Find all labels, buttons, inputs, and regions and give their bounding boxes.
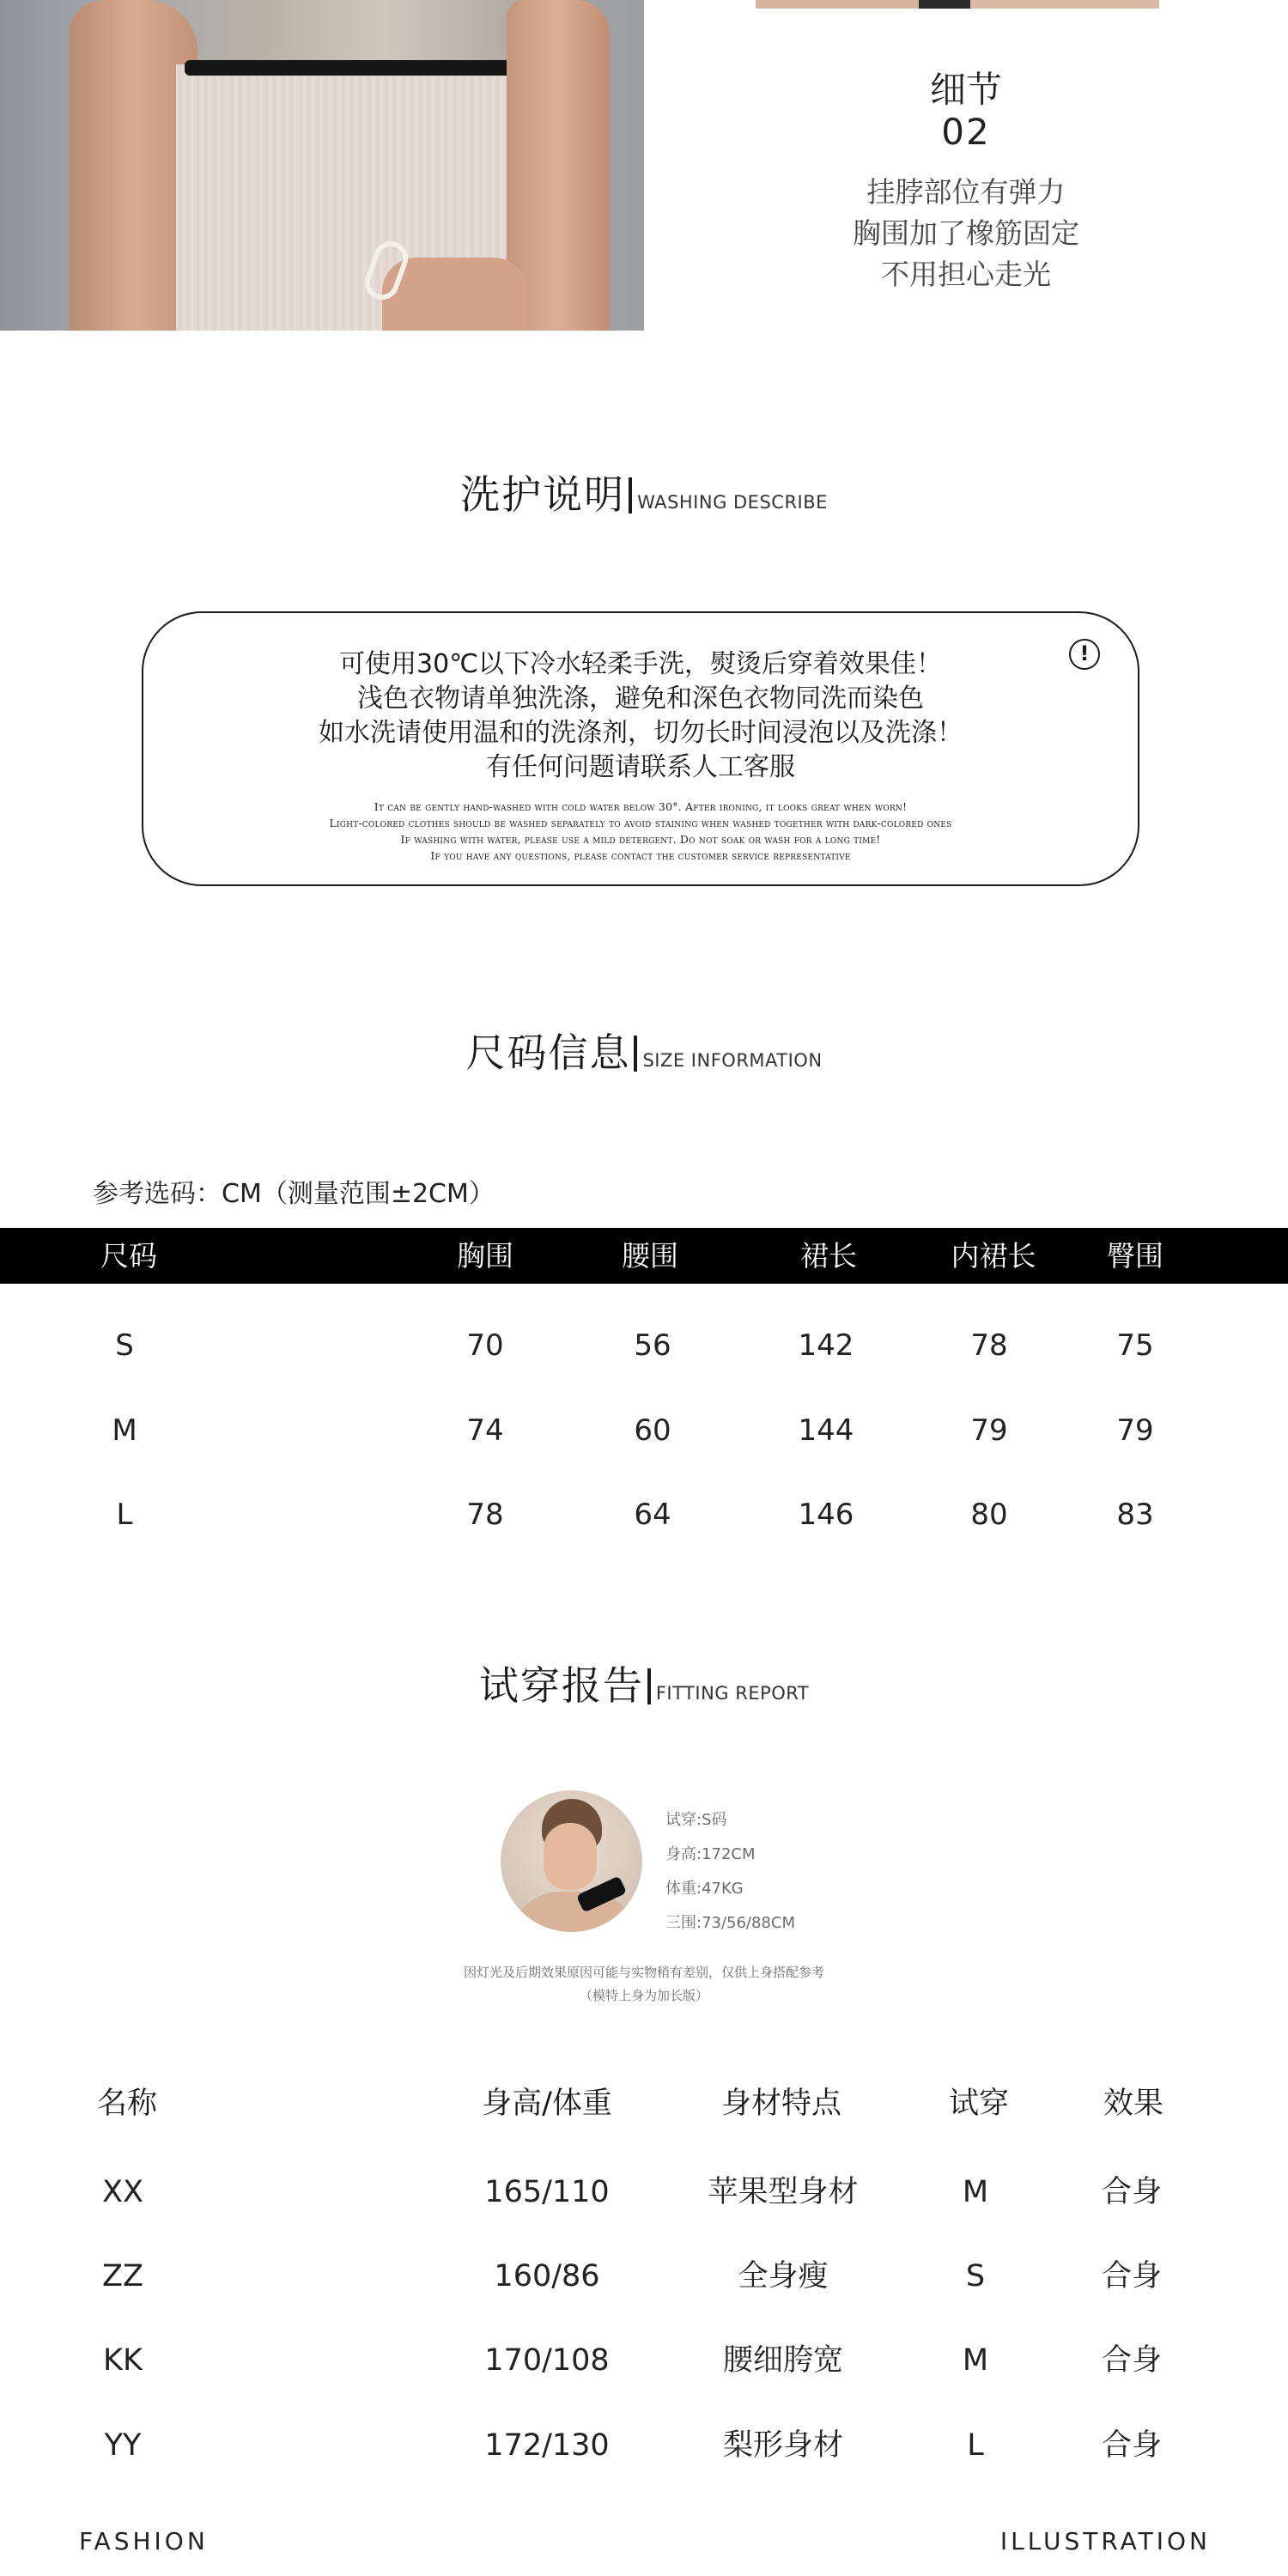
detail-product-photo xyxy=(0,0,644,331)
fitting-cell: 梨形身材 xyxy=(722,2428,844,2463)
washing-heading-zh: 洗护说明 xyxy=(460,471,626,518)
size-heading xyxy=(0,1022,1288,1078)
size-cell: 74 xyxy=(466,1413,504,1448)
avatar-face xyxy=(544,1823,597,1890)
size-cell: 142 xyxy=(798,1328,854,1363)
model-info-line: 身高:172CM xyxy=(665,1845,756,1863)
fitting-table-header xyxy=(0,2078,1288,2129)
detail-text-block xyxy=(644,69,1288,295)
fitting-cell: 全身瘦 xyxy=(738,2259,829,2293)
washing-zh-line: 如水洗请使用温和的洗涤剂，切勿长时间浸泡以及洗涤！ xyxy=(319,718,963,748)
size-cell: 60 xyxy=(634,1413,671,1448)
model-avatar xyxy=(501,1790,642,1932)
detail-line: 不用担心走光 xyxy=(881,258,1051,291)
model-info-line: 试穿:S码 xyxy=(665,1811,727,1829)
size-table-row xyxy=(0,1489,1288,1540)
fitting-cell: 合身 xyxy=(1101,2343,1163,2378)
size-table-row xyxy=(0,1405,1288,1456)
fitting-cell: ZZ xyxy=(102,2259,143,2293)
previous-photo-edge xyxy=(644,0,1288,10)
fitting-cell: S xyxy=(965,2259,986,2293)
size-col-header: 尺码 xyxy=(100,1239,157,1273)
fitting-cell: KK xyxy=(103,2343,143,2378)
washing-heading-en: WASHING DESCRIBE xyxy=(637,492,828,513)
size-cell: 144 xyxy=(798,1413,854,1448)
washing-zh-line: 可使用30℃以下冷水轻柔手洗，熨烫后穿着效果佳！ xyxy=(339,649,942,679)
washing-en-lines xyxy=(143,799,1138,864)
fitting-cell: 165/110 xyxy=(484,2175,610,2209)
fitting-table-row xyxy=(0,2166,1288,2218)
fitting-cell: 合身 xyxy=(1101,2428,1163,2463)
size-cell: S xyxy=(115,1328,134,1363)
fitting-cell: YY xyxy=(104,2428,142,2463)
fitting-table-row xyxy=(0,2335,1288,2386)
detail-line: 胸围加了橡筋固定 xyxy=(853,216,1079,250)
size-cell: 79 xyxy=(970,1413,1008,1448)
fitting-cell: 160/86 xyxy=(494,2259,600,2293)
footer-illustration-text: ILLUSTRATION xyxy=(999,2527,1211,2555)
detail-description xyxy=(644,172,1288,295)
model-note-line: （模特上身为加长版） xyxy=(579,1988,708,2003)
heading-divider xyxy=(629,477,632,513)
size-col-header: 裙长 xyxy=(800,1239,857,1273)
size-cell: M xyxy=(112,1413,137,1448)
fitting-table-row xyxy=(0,2420,1288,2471)
fitting-cell: 172/130 xyxy=(484,2428,610,2463)
heading-divider xyxy=(647,1668,651,1704)
fitting-table-row xyxy=(0,2251,1288,2302)
fitting-col-header: 名称 xyxy=(96,2087,158,2121)
fitting-cell: 合身 xyxy=(1101,2259,1163,2293)
footer-fashion-text: FASHION xyxy=(79,2527,209,2555)
size-cell: 80 xyxy=(970,1498,1008,1532)
size-cell: 64 xyxy=(634,1498,671,1532)
size-table-row xyxy=(0,1320,1288,1371)
fitting-cell: 苹果型身材 xyxy=(708,2175,859,2209)
size-cell: 78 xyxy=(466,1498,504,1532)
size-col-header: 臀围 xyxy=(1107,1239,1163,1273)
size-cell: 83 xyxy=(1116,1498,1154,1532)
size-heading-zh: 尺码信息 xyxy=(465,1030,631,1076)
info-icon: ! xyxy=(1069,639,1100,670)
heading-divider xyxy=(634,1036,637,1072)
detail-title: 细节 xyxy=(929,69,1002,111)
washing-en-line: If you have any questions, please contact the customer service representative xyxy=(430,849,851,862)
size-cell: L xyxy=(116,1498,133,1532)
photo-edge-skin-2 xyxy=(970,0,1159,9)
size-table-header xyxy=(0,1228,1288,1284)
size-heading-en: SIZE INFORMATION xyxy=(642,1050,823,1071)
fitting-cell: XX xyxy=(102,2175,143,2209)
model-info-line: 三围:73/56/88CM xyxy=(665,1914,796,1932)
size-cell: 78 xyxy=(970,1328,1008,1363)
size-cell: 75 xyxy=(1116,1328,1154,1363)
fitting-cell: 170/108 xyxy=(484,2343,610,2378)
detail-number: 02 xyxy=(941,111,991,153)
washing-en-line: It can be gently hand-washed with cold water below 30°. After ironing, it looks great when worn! xyxy=(374,800,908,813)
fitting-cell: M xyxy=(962,2175,989,2209)
size-cell: 70 xyxy=(466,1328,504,1363)
detail-line: 挂脖部位有弹力 xyxy=(866,175,1066,209)
washing-zh-line: 浅色衣物请单独洗涤，避免和深色衣物同洗而染色 xyxy=(357,683,924,714)
model-note-line: 因灯光及后期效果原因可能与实物稍有差别，仅供上身搭配参考 xyxy=(463,1965,824,1980)
model-info-line: 体重:47KG xyxy=(665,1880,744,1898)
size-col-header: 腰围 xyxy=(622,1239,678,1273)
size-col-header: 内裙长 xyxy=(951,1239,1036,1273)
size-cell: 56 xyxy=(634,1328,671,1363)
size-reference-note: 参考选码：CM（测量范围±2CM） xyxy=(93,1179,495,1209)
photo-edge-dark xyxy=(919,0,970,9)
fitting-heading xyxy=(0,1655,1288,1711)
washing-heading xyxy=(0,464,1288,520)
fitting-col-header: 身材特点 xyxy=(720,2087,842,2121)
fitting-col-header: 试穿 xyxy=(948,2087,1010,2121)
fitting-cell: 合身 xyxy=(1101,2175,1163,2209)
fitting-col-header: 效果 xyxy=(1103,2087,1164,2121)
washing-zh-line: 有任何问题请联系人工客服 xyxy=(486,752,795,782)
avatar-shoulder xyxy=(509,1892,638,1932)
washing-en-line: Light-colored clothes should be washed separately to avoid staining when washed together with dark-colored ones xyxy=(329,817,952,829)
fitting-heading-zh: 试穿报告 xyxy=(478,1662,644,1709)
fitting-cell: M xyxy=(962,2343,989,2378)
size-cell: 79 xyxy=(1116,1413,1154,1448)
model-info xyxy=(665,1803,795,1941)
fitting-cell: L xyxy=(967,2428,984,2463)
fitting-heading-en: FITTING REPORT xyxy=(655,1683,810,1704)
size-col-header: 胸围 xyxy=(457,1239,513,1273)
fitting-col-header: 身高/体重 xyxy=(482,2087,612,2121)
fitting-cell: 腰细胯宽 xyxy=(722,2343,844,2378)
washing-en-line: If washing with water, please use a mild detergent. Do not soak or wash for a long time! xyxy=(400,833,881,846)
washing-instructions-box xyxy=(142,611,1139,886)
size-cell: 146 xyxy=(798,1498,854,1532)
